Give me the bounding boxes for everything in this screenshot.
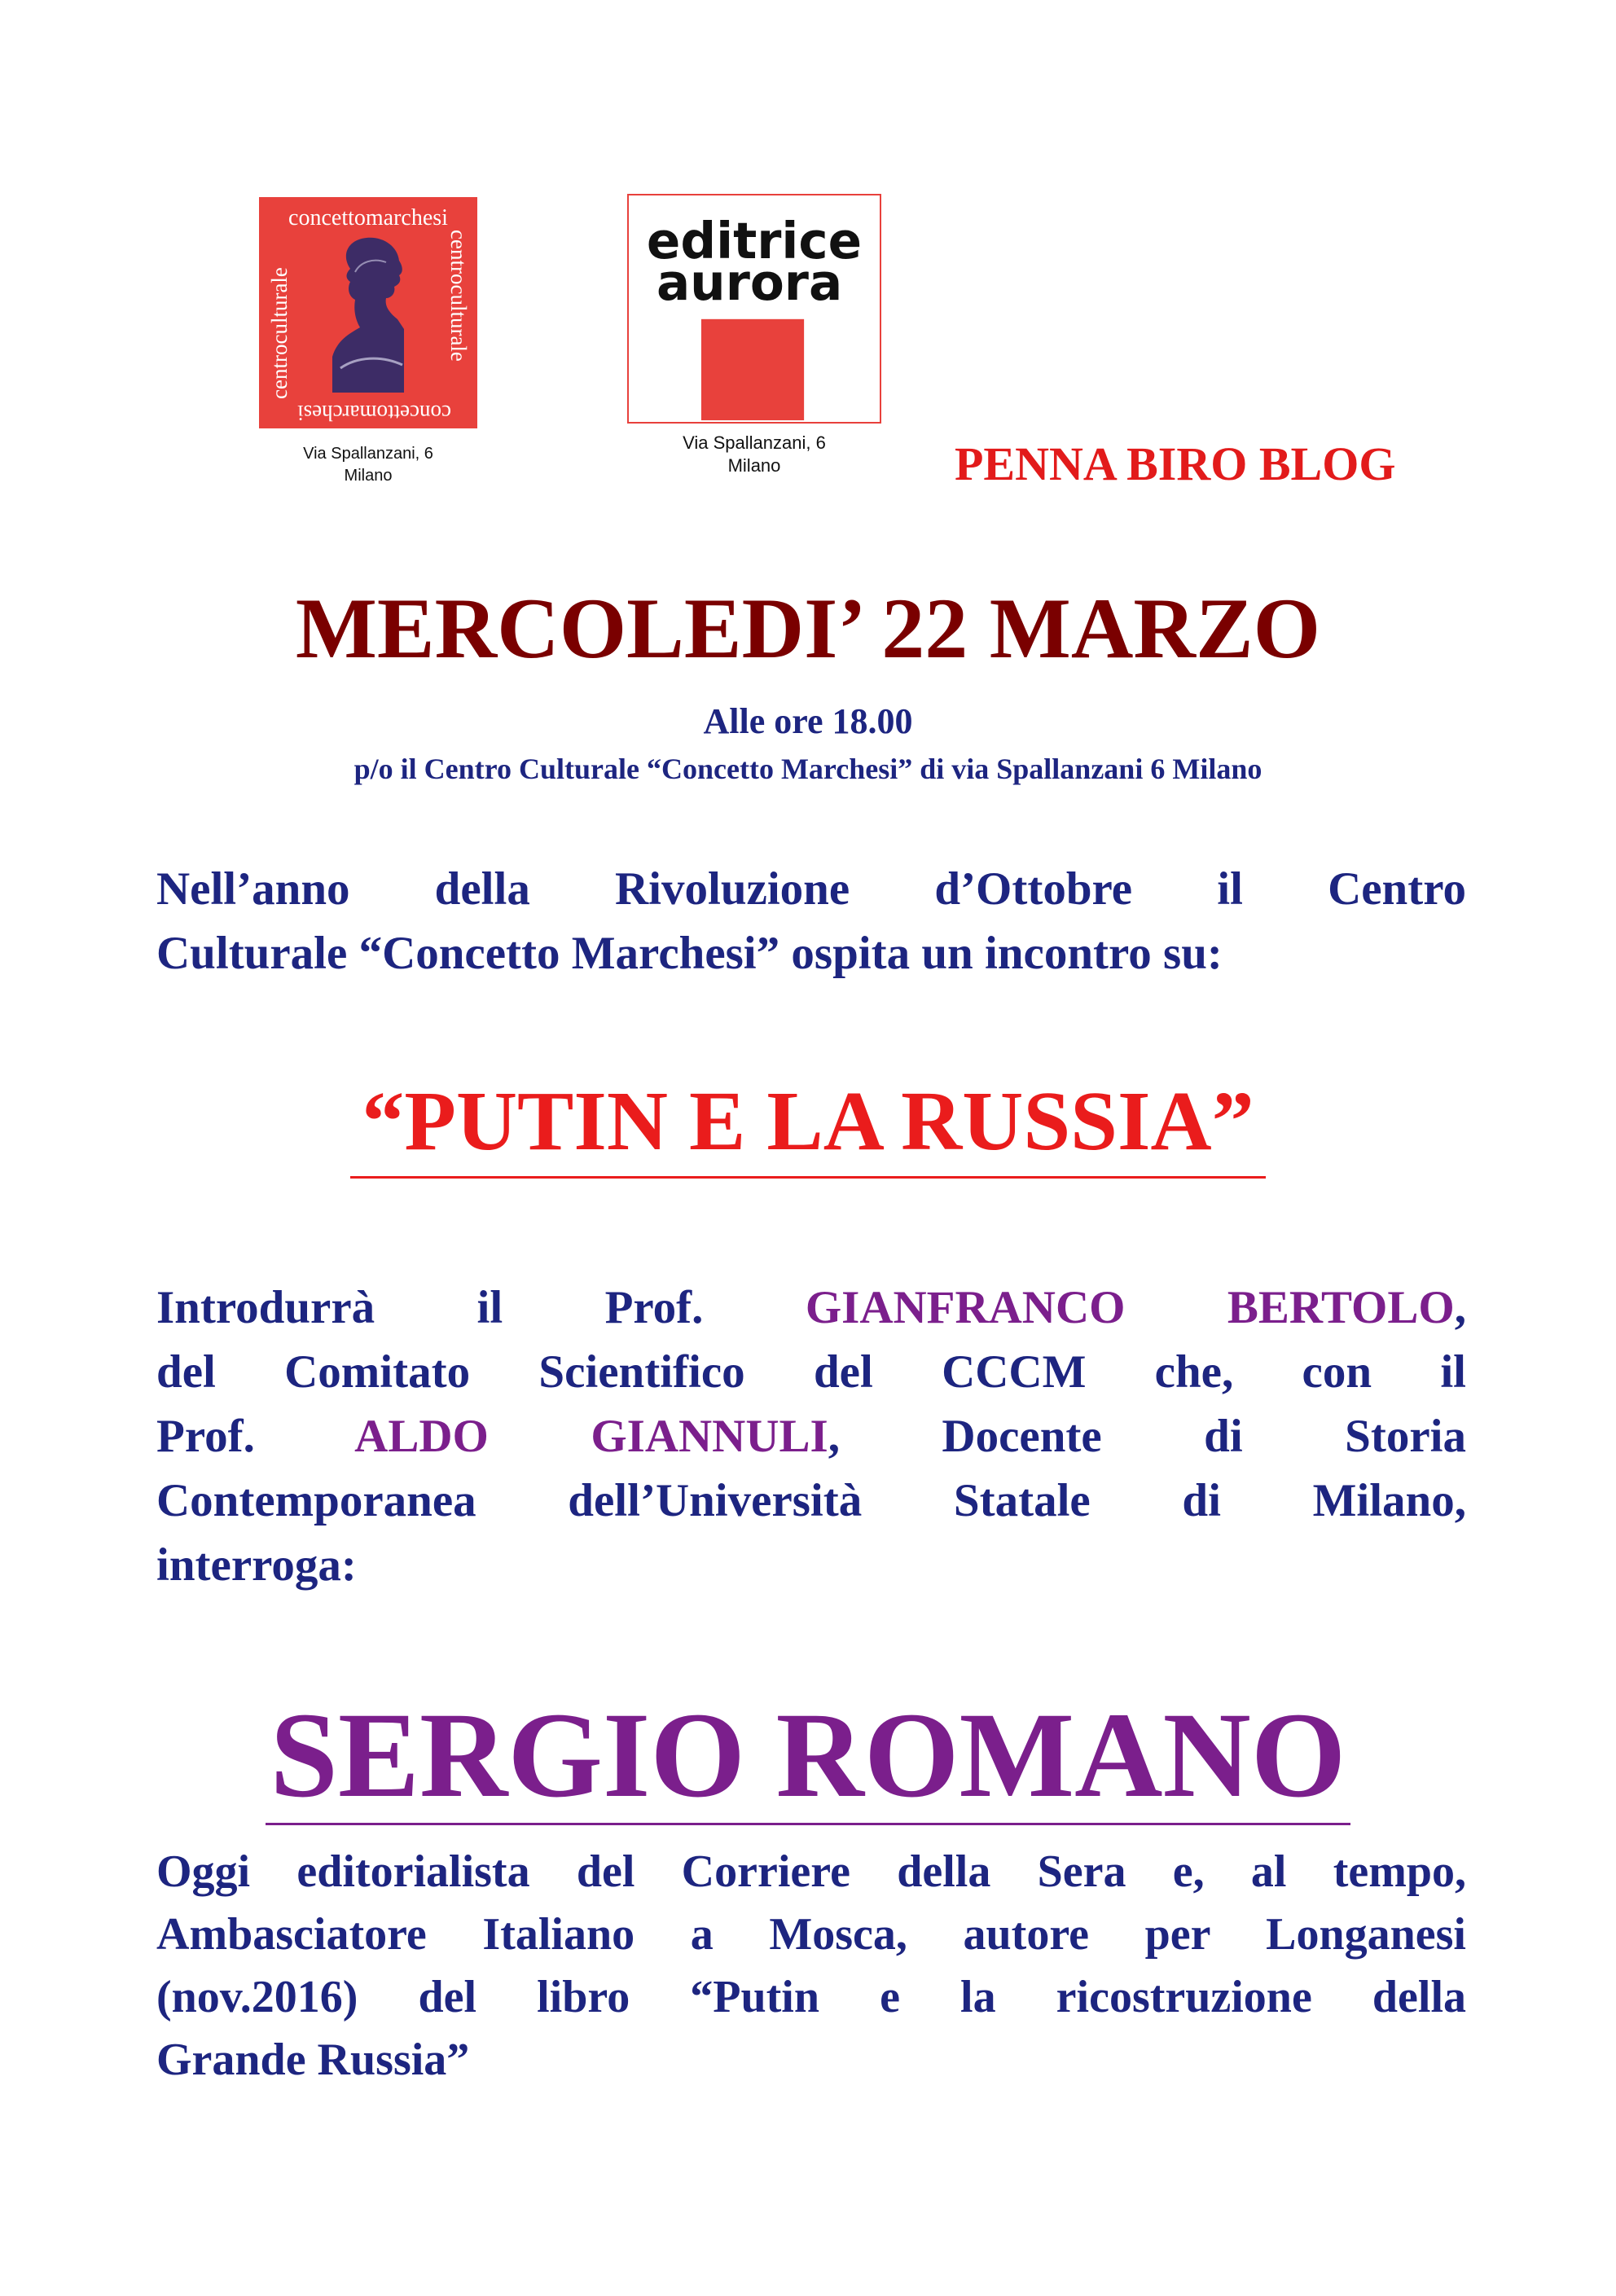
intro-paragraph xyxy=(156,857,1466,986)
guest-name: SERGIO ROMANO xyxy=(266,1694,1351,1825)
event-date-headline: MERCOLEDI’ 22 MARZO xyxy=(295,581,1321,676)
address-city: Milano xyxy=(344,467,393,485)
editrice-aurora-emblem xyxy=(629,195,880,422)
address-line: Via Spallanzani, 6 xyxy=(303,445,433,463)
brand-line-aurora: aurora xyxy=(656,254,843,313)
intro-line: Nell’anno della Rivoluzione d’Ottobre il Centro xyxy=(156,863,1466,915)
address-line: Via Spallanzani, 6 xyxy=(683,432,826,453)
red-square-icon xyxy=(701,319,804,420)
guest-name-wrap xyxy=(0,1688,1616,1825)
editrice-aurora-address xyxy=(627,432,881,477)
speakers-line xyxy=(156,1404,1466,1468)
bio-line: Ambasciatore Italiano a Mosca, autore per Longanesi xyxy=(156,1909,1466,1960)
brand-text-right: centroculturale xyxy=(446,230,471,362)
concetto-marchesi-emblem xyxy=(259,197,477,428)
brand-line-editrice: editrice xyxy=(646,212,863,270)
speakers-line: del Comitato Scientifico del CCCM che, con il xyxy=(156,1346,1466,1398)
event-time: Alle ore 18.00 xyxy=(703,701,913,741)
address-city: Milano xyxy=(727,455,781,476)
speakers-paragraph xyxy=(156,1275,1466,1597)
topic-title: “PUTIN E LA RUSSIA” xyxy=(350,1072,1265,1179)
brand-text-top: concettomarchesi xyxy=(288,205,448,230)
blog-label: PENNA BIRO BLOG xyxy=(955,437,1396,490)
speakers-text: , xyxy=(1454,1282,1466,1333)
speakers-text: , Docente di Storia xyxy=(828,1411,1466,1462)
speaker-name-giannuli: ALDO GIANNULI xyxy=(354,1411,828,1462)
bio-line: Grande Russia” xyxy=(156,2035,470,2085)
guest-bio-paragraph xyxy=(156,1841,1466,2092)
speakers-text: Prof. xyxy=(156,1411,355,1462)
speakers-text: Introdurrà il Prof. xyxy=(156,1282,806,1333)
intro-line: Culturale “Concetto Marchesi” ospita un incontro su: xyxy=(156,928,1223,979)
brand-text-bottom: concettomarchesi xyxy=(297,401,451,425)
topic-title-wrap xyxy=(0,1072,1616,1179)
bio-line: (nov.2016) del libro “Putin e la ricostruzione della xyxy=(156,1972,1466,2022)
concetto-marchesi-logo xyxy=(259,197,477,428)
concetto-marchesi-address xyxy=(259,443,477,487)
speakers-line: interroga: xyxy=(156,1539,357,1591)
brand-text-left: centroculturale xyxy=(267,267,292,399)
editrice-aurora-logo xyxy=(627,194,881,424)
speakers-line: Contemporanea dell’Università Statale di Milano, xyxy=(156,1475,1466,1526)
speaker-name-bertolo: GIANFRANCO BERTOLO xyxy=(805,1282,1455,1333)
bio-line: Oggi editorialista del Corriere della Sera e, al tempo, xyxy=(156,1846,1466,1897)
event-venue: p/o il Centro Culturale “Concetto Marchesi” di via Spallanzani 6 Milano xyxy=(354,753,1262,785)
speakers-line xyxy=(156,1275,1466,1340)
